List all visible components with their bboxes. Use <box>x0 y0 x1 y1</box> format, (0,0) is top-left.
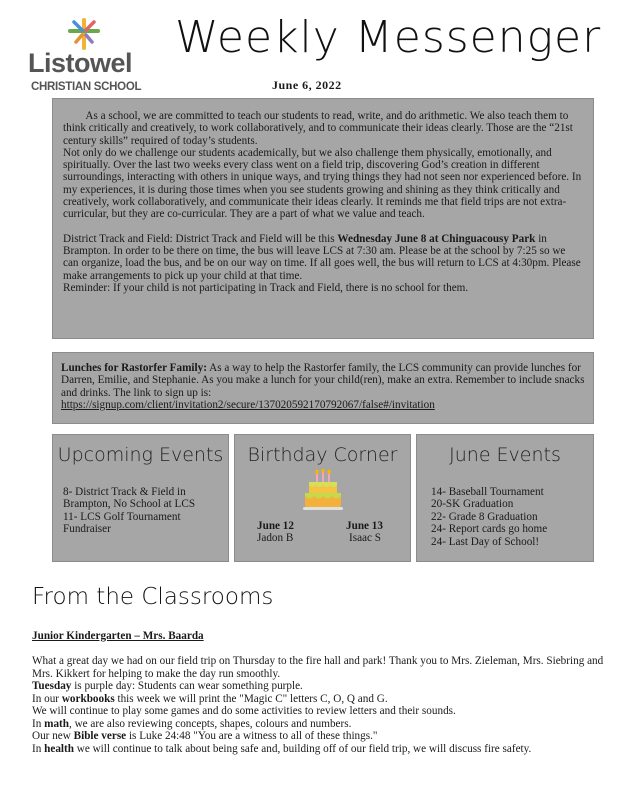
birthday-name: Jadon B <box>257 532 294 545</box>
intro-paragraph: As a school, we are committed to teach our students to read, write, and do arithmetic. We also teach them to think critically and creatively, to work collaboratively, and to communicate their ideas clearly. Those are the “21st century skills” required of today’s students. <box>63 110 573 147</box>
reminder-text: Reminder: If your child is not participating in Track and Field, there is no school for them. <box>63 281 469 294</box>
event-item: 14- Baseball Tournament <box>431 486 544 498</box>
intro-paragraph: Not only do we challenge our students academically, but we also challenge them physically, emotionally, and spiritually. Over the last two weeks every class went on a field trip, discovering God’s creation in different surroundings, interacting with others in unique ways, and trying things they had not seen nor experienced before. In my experiences, it is during those times when you see students growing and shining as they think critically and creatively, work collaboratively, and communicate their ideas clearly. It reminds me that field trips are not extra-curricular, but they are co-curricular. They are a part of what we value and teach. <box>63 146 582 221</box>
event-item: 11- LCS Golf Tournament Fundraiser <box>63 510 181 536</box>
upcoming-events-box <box>52 434 229 562</box>
newsletter-title: Weekly Messenger <box>175 12 602 63</box>
logo-name: Listowel <box>28 48 133 78</box>
classrooms-heading: From the Classrooms <box>32 584 274 610</box>
lcs-logo-icon <box>68 18 100 50</box>
birthday-name: Isaac S <box>349 532 381 545</box>
jk-line: Tuesday is purple day: Students can wear something purple. <box>32 680 303 692</box>
upcoming-events-title: Upcoming Events <box>57 444 224 466</box>
event-item: 20-SK Graduation <box>431 498 514 511</box>
jk-line: In our workbooks this week we will print the "Magic C" letters C, O, Q and G. <box>32 692 388 705</box>
jk-line: In health we will continue to talk about being safe and, building off of our field trip, we will discuss fire safety. <box>32 742 532 755</box>
intro-box <box>52 98 594 339</box>
birthday-corner-title: Birthday Corner <box>247 444 398 466</box>
track-field-date: Wednesday June 8 at Chinguacousy Park <box>337 232 536 245</box>
jk-line: Our new Bible verse is Luke 24:48 "You are a witness to all of these things." <box>32 730 378 742</box>
school-logo <box>28 18 142 93</box>
track-field-paragraph: District Track and Field: District Track and Field will be this Wednesday June 8 at Chinguacousy Park in Brampton. In order to be there on time, the bus will leave LCS at 7:30 am. Please be at the school by 7:25 so we can organize, load the bus, and be on our way on time. If all goes well, the bus will return to LCS at 4:30pm. Please make arrangements to pick up your child at that time. <box>63 232 581 282</box>
birthday-date: June 12 <box>257 520 294 532</box>
birthday-entry <box>346 520 383 545</box>
jk-content <box>32 655 622 755</box>
lunch-text: As a way to help the Rastorfer family, the LCS community can provide lunches for Darren, Emilie, and Stephanie. As you make a lunch for your child(ren), make an extra. Remember to include snacks and drinks. The link to sign up is: <box>61 362 585 399</box>
jk-line: We will continue to play some games and do some activities to review letters and their sounds. <box>32 705 456 717</box>
birthday-date: June 13 <box>346 520 383 532</box>
jk-heading: Junior Kindergarten – Mrs. Baarda <box>32 630 204 642</box>
lunch-box <box>52 352 594 424</box>
event-item: 24- Report cards go home <box>431 523 548 536</box>
event-item: 24- Last Day of School! <box>431 535 540 548</box>
lunch-heading: Lunches for Rastorfer Family: <box>61 362 207 374</box>
birthday-entry <box>257 520 294 545</box>
logo-subtitle: CHRISTIAN SCHOOL <box>31 81 142 93</box>
birthday-cake-icon <box>301 469 345 513</box>
event-item: 8- District Track & Field in Brampton, No School at LCS <box>63 486 196 511</box>
june-events-box <box>416 434 594 562</box>
jk-line: What a great day we had on our field trip on Thursday to the fire hall and park! Thank you to Mrs. Zieleman, Mrs. Siebring and Mrs. Kikkert for helping to make the day run smoothly. <box>32 655 604 680</box>
issue-date: June 6, 2022 <box>272 78 342 92</box>
june-events-title: June Events <box>449 444 561 466</box>
birthday-corner-box <box>234 434 411 562</box>
signup-link[interactable]: https://signup.com/client/invitation2/secure/137020592170792067/false#/invitation <box>61 398 435 411</box>
event-item: 22- Grade 8 Graduation <box>431 510 538 523</box>
jk-line: In math, we are also reviewing concepts, shapes, colours and numbers. <box>32 717 352 730</box>
